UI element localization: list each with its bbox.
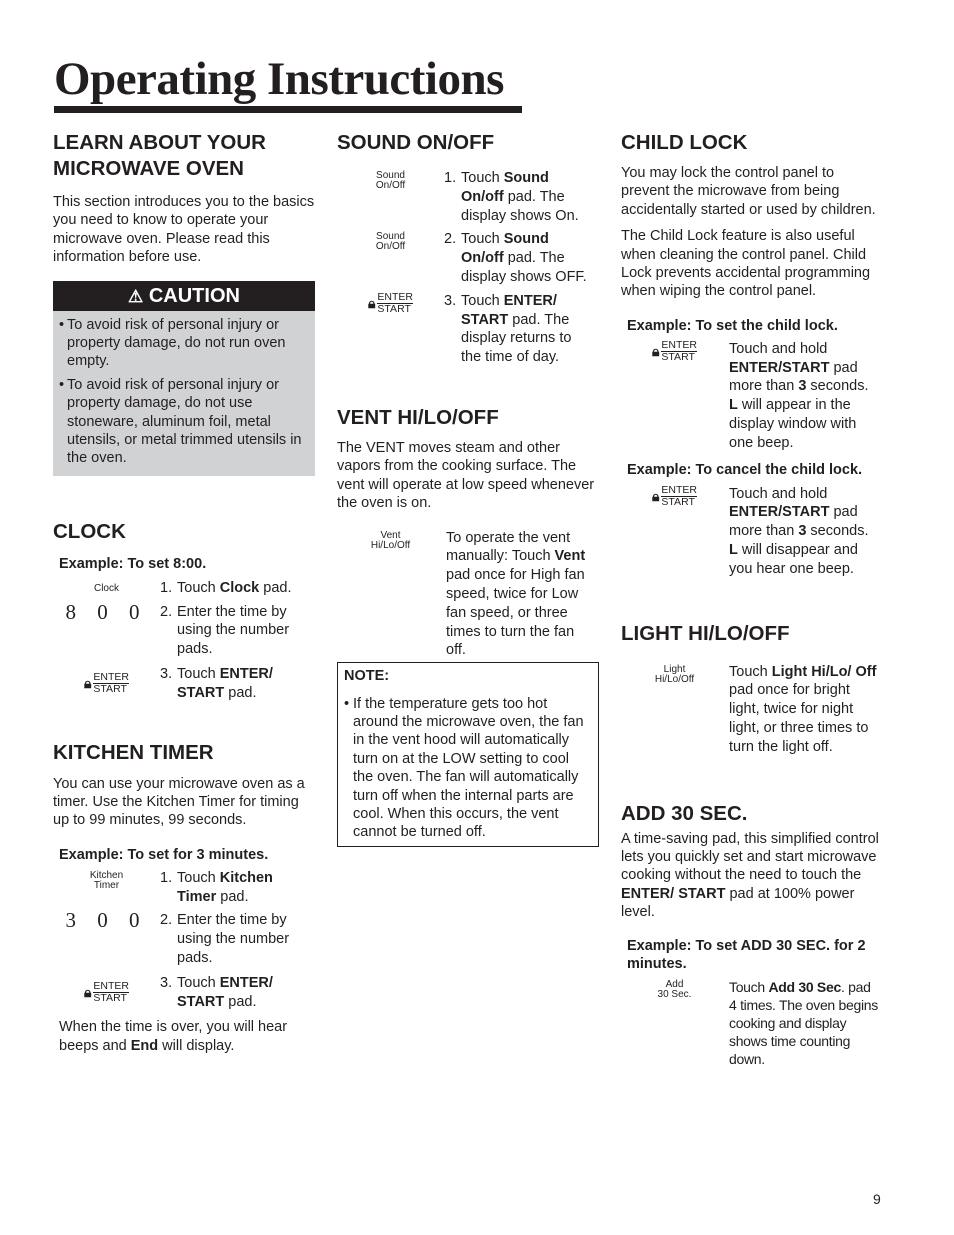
sound-heading: SOUND ON/OFF [337, 131, 495, 154]
clock-pad: Clock [93, 582, 119, 594]
child-body-2: The Child Lock feature is also useful when cleaning the control panel. Child Lock prevents accidental programming when wiping the control panel. [621, 228, 871, 300]
timer-body: You can use your microwave oven as a timer. Use the Kitchen Timer for timing up to 99 minutes, 99 seconds. [53, 775, 305, 829]
caution-item: • To avoid risk of personal injury or property damage, do not use stoneware, aluminum foil, metal utensils, or metal trimmed utensils in the oven. [59, 376, 302, 467]
vent-body: The VENT moves steam and other vapors from the cooking surface. The vent will operate at low speed whenever the oven is on. [337, 439, 595, 512]
child-set-step: 🔒︎ ENTER START Touch and hold ENTER/START pad more than 3 seconds. L will appear in the display window with one beep. [651, 338, 869, 451]
timer-step-2: 3 0 0 2. Enter the time by using the number pads. [53, 911, 315, 967]
vent-operation: Vent Hi/Lo/Off To operate the vent manually: Touch Vent pad once for High fan speed, twice for Low fan speed, or three times to turn the fan off. [337, 529, 599, 661]
clock-step-3: 🔒︎ ENTER START 3. Touch ENTER/ START pad. [83, 666, 273, 701]
clock-heading: CLOCK [53, 519, 126, 543]
timer-step-1: Kitchen Timer 1. Touch Kitchen Timer pad. [53, 869, 315, 907]
clock-example: Example: To set 8:00. [59, 555, 207, 572]
learn-heading: LEARN ABOUT YOUR MICROWAVE OVEN [53, 131, 266, 180]
sound-pad: Sound On/Off [375, 231, 406, 253]
column-3 [621, 130, 883, 1068]
timer-example: Example: To set for 3 minutes. [59, 846, 269, 863]
enter-start-pad: 🔒︎ ENTER START [651, 483, 698, 508]
timer-end-note: When the time is over, you will hear beeps and End will display. [59, 1019, 288, 1054]
enter-start-pad: 🔒︎ ENTER START [83, 671, 130, 696]
kitchen-timer-pad: Kitchen Timer [89, 869, 124, 891]
sound-step-3: 🔒︎ ENTER START 3. Touch ENTER/ START pad. The display returns to the time of day. [367, 290, 572, 366]
caution-label: CAUTION [148, 284, 240, 307]
warning-icon: ⚠ [128, 286, 144, 306]
add30-heading: ADD 30 SEC. [621, 801, 748, 825]
light-heading: LIGHT HI/LO/OFF [621, 621, 790, 645]
vent-heading: VENT HI/LO/OFF [337, 405, 499, 429]
vent-note-box [337, 662, 599, 847]
sound-pad: Sound On/Off [375, 170, 406, 191]
note-item: • If the temperature gets too hot around the microwave oven, the fan in the vent hood will automatically turn on at the LOW setting to cool the oven. The fan will automatically turn off when the internal parts are cool. When this occurs, the vent cannot be turned off. [344, 695, 584, 841]
child-cancel-step: 🔒︎ ENTER START Touch and hold ENTER/START pad more than 3 seconds. L will disappear and you hear one beep. [651, 483, 869, 577]
caution-box [53, 311, 315, 476]
timer-step-3: 🔒︎ ENTER START 3. Touch ENTER/ START pad. [83, 974, 273, 1010]
clock-step-1: Clock 1. Touch Clock pad. [53, 579, 315, 598]
sound-step-2: Sound On/Off 2. Touch Sound On/off pad. The display shows OFF. [337, 230, 599, 286]
title-rule [54, 106, 522, 113]
add30-step: Add 30 Sec. Touch Add 30 Sec. pad 4 times. The oven begins cooking and display shows time counting down. [621, 978, 883, 1068]
add30-body: A time-saving pad, this simplified control lets you quickly set and start microwave cooking without the need to touch the ENTER/ START pad at 100% power level. [621, 830, 879, 921]
caution-item: • To avoid risk of personal injury or property damage, do not run oven empty. [59, 316, 286, 370]
lock-icon: 🔒︎ [83, 984, 92, 1001]
note-heading: NOTE: [344, 668, 390, 685]
page-title: Operating Instructions [54, 53, 504, 105]
add30-example: Example: To set ADD 30 SEC. for 2 minutes. [627, 937, 866, 972]
lock-icon: 🔒︎ [367, 294, 376, 311]
child-example-set: Example: To set the child lock. [627, 317, 838, 334]
lock-icon: 🔒︎ [83, 675, 92, 692]
enter-start-pad: 🔒︎ ENTER START [83, 980, 130, 1005]
light-pad: Light Hi/Lo/Off [654, 663, 695, 685]
lock-icon: 🔒︎ [651, 487, 660, 504]
vent-pad: Vent Hi/Lo/Off [370, 529, 411, 551]
child-body-1: You may lock the control panel to prevent the microwave from being accidentally started or used by children. [621, 165, 876, 218]
child-heading: CHILD LOCK [621, 131, 748, 154]
caution-header [53, 281, 315, 311]
add30-pad: Add 30 Sec. [657, 978, 692, 1000]
lock-icon: 🔒︎ [651, 342, 660, 359]
clock-step-2: 8 0 0 2. Enter the time by using the number pads. [53, 603, 315, 659]
page-number: 9 [873, 1191, 881, 1207]
learn-body: This section introduces you to the basics you need to know to operate your microwave oven. Please read this information before use. [53, 194, 315, 266]
column-1 [53, 130, 315, 1055]
timer-digits-display: 3 0 0 [65, 908, 148, 933]
column-2 [337, 130, 599, 847]
enter-start-pad: 🔒︎ ENTER START [367, 290, 414, 315]
sound-step-1: Sound On/Off 1. Touch Sound On/off pad. The display shows On. [337, 169, 599, 225]
enter-start-pad: 🔒︎ ENTER START [651, 338, 698, 363]
clock-digits-display: 8 0 0 [65, 599, 148, 624]
timer-heading: KITCHEN TIMER [53, 740, 214, 764]
light-step: Light Hi/Lo/Off Touch Light Hi/Lo/ Off pad once for bright light, twice for night light, or three times to turn the light off. [621, 663, 883, 757]
child-example-cancel: Example: To cancel the child lock. [627, 461, 863, 478]
